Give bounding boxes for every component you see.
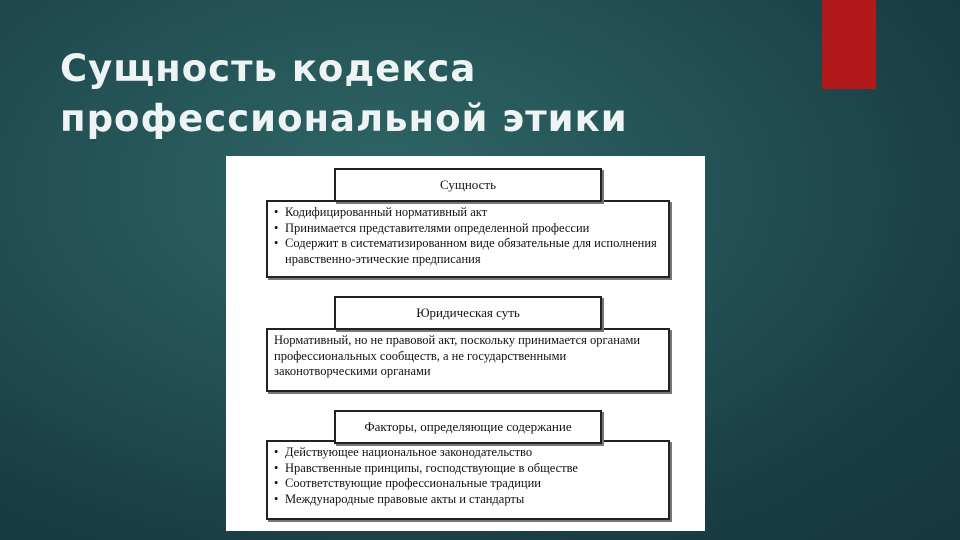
section-header-label: Факторы, определяющие содержание — [364, 419, 572, 434]
section-header-essence — [334, 168, 602, 202]
section-header-label: Юридическая суть — [416, 305, 520, 320]
slide-title — [60, 44, 628, 144]
list-item: • Международные правовые акты и стандарты — [274, 492, 662, 508]
slide-title-line-1: Сущность кодекса — [60, 47, 477, 90]
list-item: • Кодифицированный нормативный акт — [274, 205, 662, 221]
section-content-essence — [266, 200, 670, 278]
slide-title-line-2: профессиональной этики — [60, 97, 628, 140]
list-item: • Действующее национальное законодательство — [274, 445, 662, 461]
section-content-factors — [266, 440, 670, 520]
list-item: • Нравственные принципы, господствующие в обществе — [274, 461, 662, 477]
section-text: Нормативный, но не правовой акт, поскольку принимается органами профессиональных сообществ, а не государственными законотворческими органами — [274, 333, 641, 378]
bullet-list — [274, 445, 662, 507]
list-item: • Содержит в систематизированном виде обязательные для исполнения нравственно-этические предписания — [274, 236, 662, 267]
section-header-factors — [334, 410, 602, 444]
section-header-legal — [334, 296, 602, 330]
list-item: • Принимается представителями определенной профессии — [274, 221, 662, 237]
section-header-label: Сущность — [439, 177, 497, 192]
accent-bar — [822, 0, 876, 89]
section-content-legal — [266, 328, 670, 392]
bullet-list — [274, 205, 662, 267]
list-item: • Соответствующие профессиональные традиции — [274, 476, 662, 492]
diagram-panel — [226, 156, 705, 531]
